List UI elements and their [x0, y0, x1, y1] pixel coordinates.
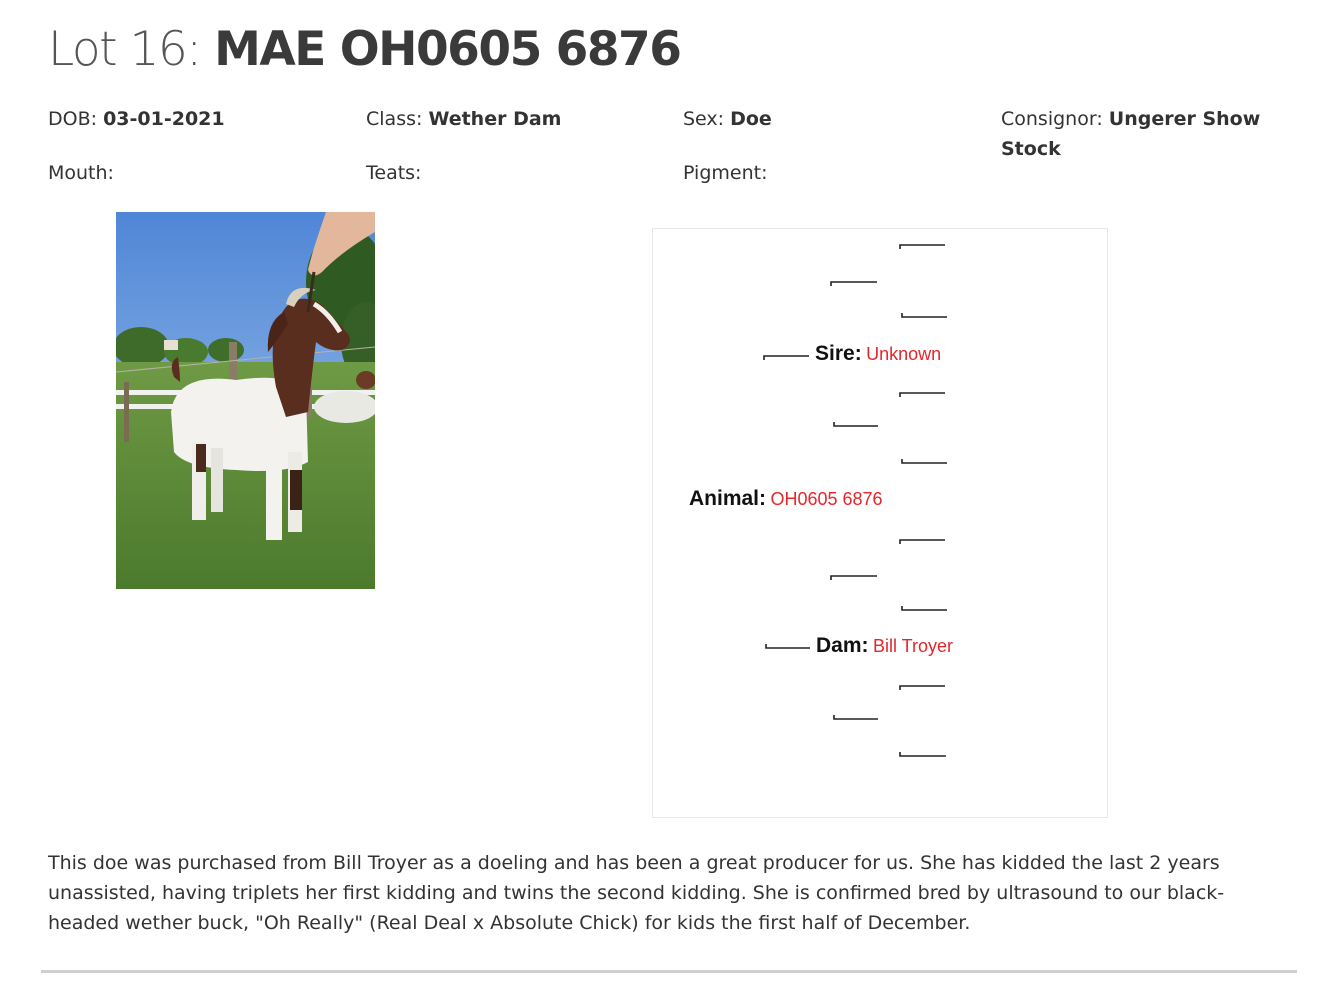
sire-value: Unknown: [866, 344, 942, 364]
consignor-label: Consignor:: [1001, 108, 1103, 130]
animal-value: OH0605 6876: [770, 489, 883, 509]
teats-field: [366, 158, 421, 188]
sex-label: Sex:: [683, 108, 725, 130]
pedigree-chart[interactable]: [652, 228, 1108, 818]
goat-photo[interactable]: [116, 212, 375, 589]
consignor-value: Ungerer Show Stock: [1001, 108, 1261, 160]
sex-value: Doe: [730, 108, 772, 130]
lot-title: [48, 22, 680, 78]
dob-label: DOB:: [48, 108, 98, 130]
class-value: Wether Dam: [428, 108, 562, 130]
pigment-label: Pigment:: [683, 162, 768, 184]
animal-entry: [689, 487, 883, 511]
divider: [41, 970, 1297, 973]
animal-label: Animal:: [689, 487, 767, 510]
pigment-field: [683, 158, 767, 188]
dam-entry: [816, 634, 953, 658]
dob-field: [48, 104, 225, 134]
dob-value: 03-01-2021: [103, 108, 225, 130]
lot-number: Lot 16:: [48, 22, 201, 77]
class-label: Class:: [366, 108, 423, 130]
dam-value: Bill Troyer: [872, 636, 953, 656]
dam-label: Dam:: [816, 634, 869, 657]
consignor-field: [1001, 104, 1281, 164]
class-field: [366, 104, 561, 134]
sire-entry: [815, 342, 941, 366]
teats-label: Teats:: [366, 162, 422, 184]
sex-field: [683, 104, 772, 134]
mouth-field: [48, 158, 114, 188]
mouth-label: Mouth:: [48, 162, 114, 184]
animal-name: MAE OH0605 6876: [214, 22, 681, 77]
sire-label: Sire:: [815, 342, 862, 365]
lot-description: This doe was purchased from Bill Troyer as a doeling and has been a great producer for us. She has kidded the last 2 years unassisted, having triplets her first kidding and twins the second kidding. She is confirmed bred by ultrasound to our black-headed wether buck, "Oh Really" (Real Deal x Absolute Chick) for kids the first half of December.: [48, 852, 1225, 934]
